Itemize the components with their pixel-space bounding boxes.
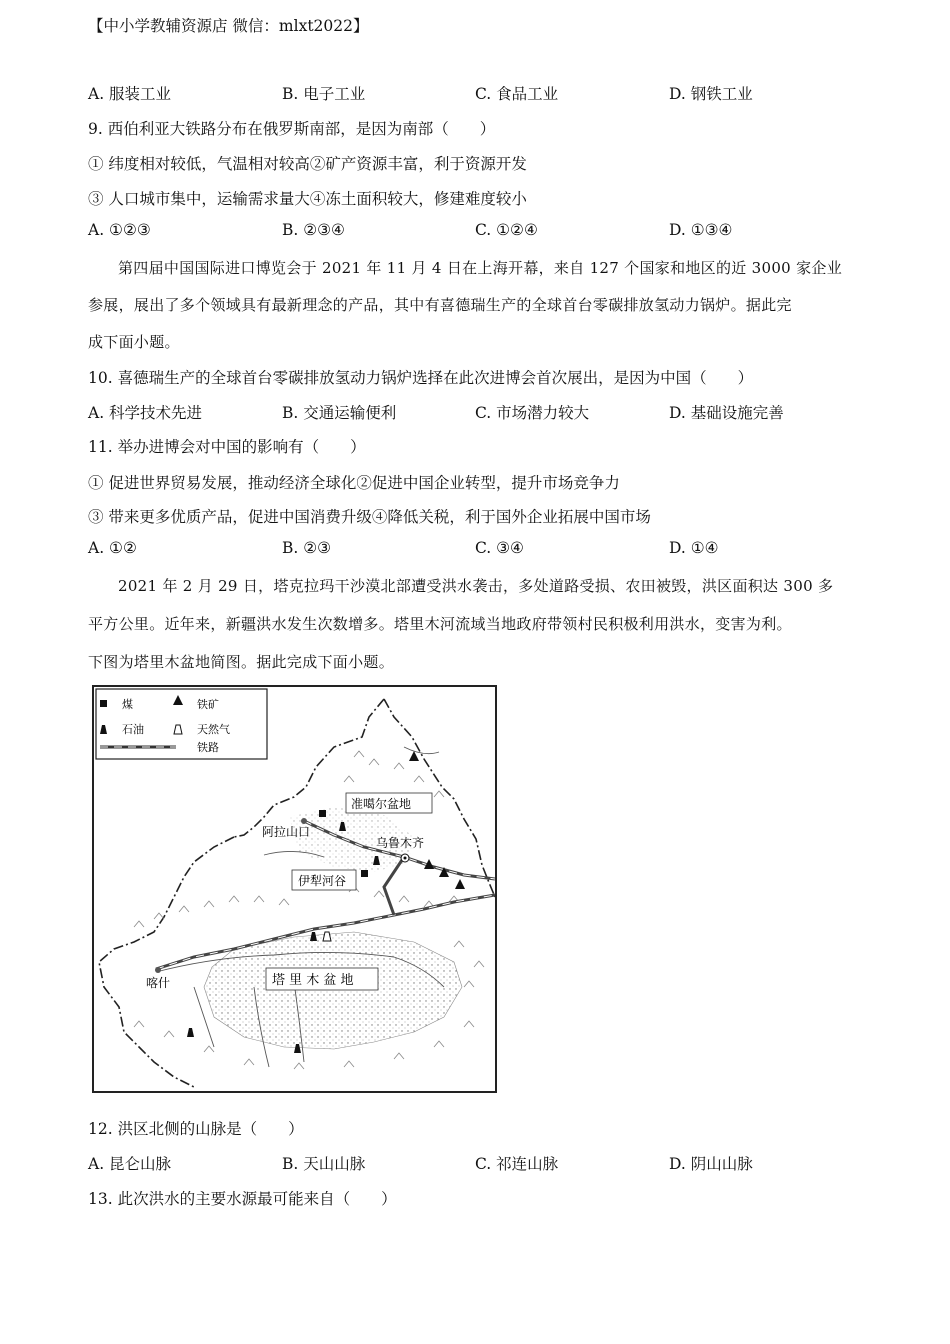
legend-gas: 天然气 [197, 723, 230, 736]
legend-iron: 铁矿 [197, 698, 219, 711]
q10-option-a[interactable]: A. 科学技术先进 [88, 404, 203, 422]
coal-legend-icon [100, 700, 107, 707]
q11-option-d[interactable]: D. ①④ [669, 539, 719, 557]
q11-stem: 11. 举办进博会对中国的影响有（ ） [88, 438, 366, 456]
q8-option-c[interactable]: C. 食品工业 [475, 85, 559, 103]
q9-option-b[interactable]: B. ②③④ [282, 221, 345, 239]
q12-option-a[interactable]: A. 昆仑山脉 [88, 1155, 172, 1173]
q10-option-b[interactable]: B. 交通运输便利 [282, 404, 397, 422]
q10-option-c[interactable]: C. 市场潜力较大 [475, 404, 590, 422]
passage1-line3: 成下面小题。 [88, 333, 180, 351]
q9-option-d[interactable]: D. ①③④ [669, 221, 733, 239]
altay-dot [301, 818, 307, 824]
yili-label: 伊犁河谷 [298, 874, 347, 888]
tarim-label: 塔 里 木 盆 地 [272, 973, 354, 988]
legend-oil: 石油 [122, 723, 144, 736]
junggar-label: 准噶尔盆地 [351, 797, 412, 811]
header-watermark: 【中小学教辅资源店 微信：mlxt2022】 [88, 17, 369, 35]
kashgar-label: 喀什 [146, 976, 171, 990]
q10-option-d[interactable]: D. 基础设施完善 [669, 404, 784, 422]
q13-stem: 13. 此次洪水的主要水源最可能来自（ ） [88, 1190, 397, 1208]
q12-option-b[interactable]: B. 天山山脉 [282, 1155, 366, 1173]
border-west [99, 837, 234, 1087]
kashgar-dot [155, 967, 161, 973]
q12-option-d[interactable]: D. 阴山山脉 [669, 1155, 753, 1173]
passage2-line3: 下图为塔里木盆地简图。据此完成下面小题。 [88, 653, 395, 671]
q12-stem: 12. 洪区北侧的山脉是（ ） [88, 1120, 304, 1138]
q11-option-b[interactable]: B. ②③ [282, 539, 332, 557]
q10-stem: 10. 喜德瑞生产的全球首台零碳排放氢动力锅炉选择在此次进博会首次展出，是因为中国（ ） [88, 369, 754, 387]
passage2-line2: 平方公里。近年来，新疆洪水发生次数增多。塔里木河流域当地政府带领村民积极利用洪水，变害为利。 [88, 615, 792, 633]
q8-option-a[interactable]: A. 服装工业 [88, 85, 172, 103]
oil-marker [310, 932, 317, 941]
q9-option-a[interactable]: A. ①②③ [88, 221, 151, 239]
q11-option-c[interactable]: C. ③④ [475, 539, 524, 557]
tarim-basin-map [92, 685, 497, 1093]
coal-marker [361, 870, 368, 877]
passage1-line2: 参展，展出了多个领域具有最新理念的产品，其中有喜德瑞生产的全球首台零碳排放氢动力锅炉。据此完 [88, 296, 792, 314]
q8-option-d[interactable]: D. 钢铁工业 [669, 85, 753, 103]
passage2-line1: 2021 年 2 月 29 日，塔克拉玛干沙漠北部遭受洪水袭击，多处道路受损、农田被毁，洪区面积达 300 多 [118, 577, 834, 595]
altay-label: 阿拉山口 [262, 825, 311, 839]
q9-statement-2: ③ 人口城市集中，运输需求量大④冻土面积较大，修建难度较小 [88, 190, 527, 208]
oil-marker [187, 1028, 194, 1037]
q9-stem: 9. 西伯利亚大铁路分布在俄罗斯南部，是因为南部（ ） [88, 120, 496, 138]
passage1-line1: 第四届中国国际进口博览会于 2021 年 11 月 4 日在上海开幕，来自 127 个国家和地区的近 3000 家企业 [118, 259, 842, 277]
tarim-desert [204, 932, 462, 1049]
coal-marker [319, 810, 326, 817]
legend-rail: 铁路 [197, 741, 219, 754]
q11-statement-2: ③ 带来更多优质产品，促进中国消费升级④降低关税，利于国外企业拓展中国市场 [88, 508, 651, 526]
q9-statement-1: ① 纬度相对较低，气温相对较高②矿产资源丰富，利于资源开发 [88, 155, 527, 173]
iron-marker [455, 879, 465, 889]
q8-option-b[interactable]: B. 电子工业 [282, 85, 366, 103]
legend-coal: 煤 [122, 698, 133, 711]
q11-statement-1: ① 促进世界贸易发展，推动经济全球化②促进中国企业转型，提升市场竞争力 [88, 474, 620, 492]
q12-option-c[interactable]: C. 祁连山脉 [475, 1155, 559, 1173]
gas-marker [323, 932, 331, 941]
q11-option-a[interactable]: A. ①② [88, 539, 137, 557]
map-svg [94, 687, 495, 1091]
urumqi-label: 乌鲁木齐 [376, 836, 425, 850]
q9-option-c[interactable]: C. ①②④ [475, 221, 538, 239]
gas-legend-icon [174, 725, 182, 734]
